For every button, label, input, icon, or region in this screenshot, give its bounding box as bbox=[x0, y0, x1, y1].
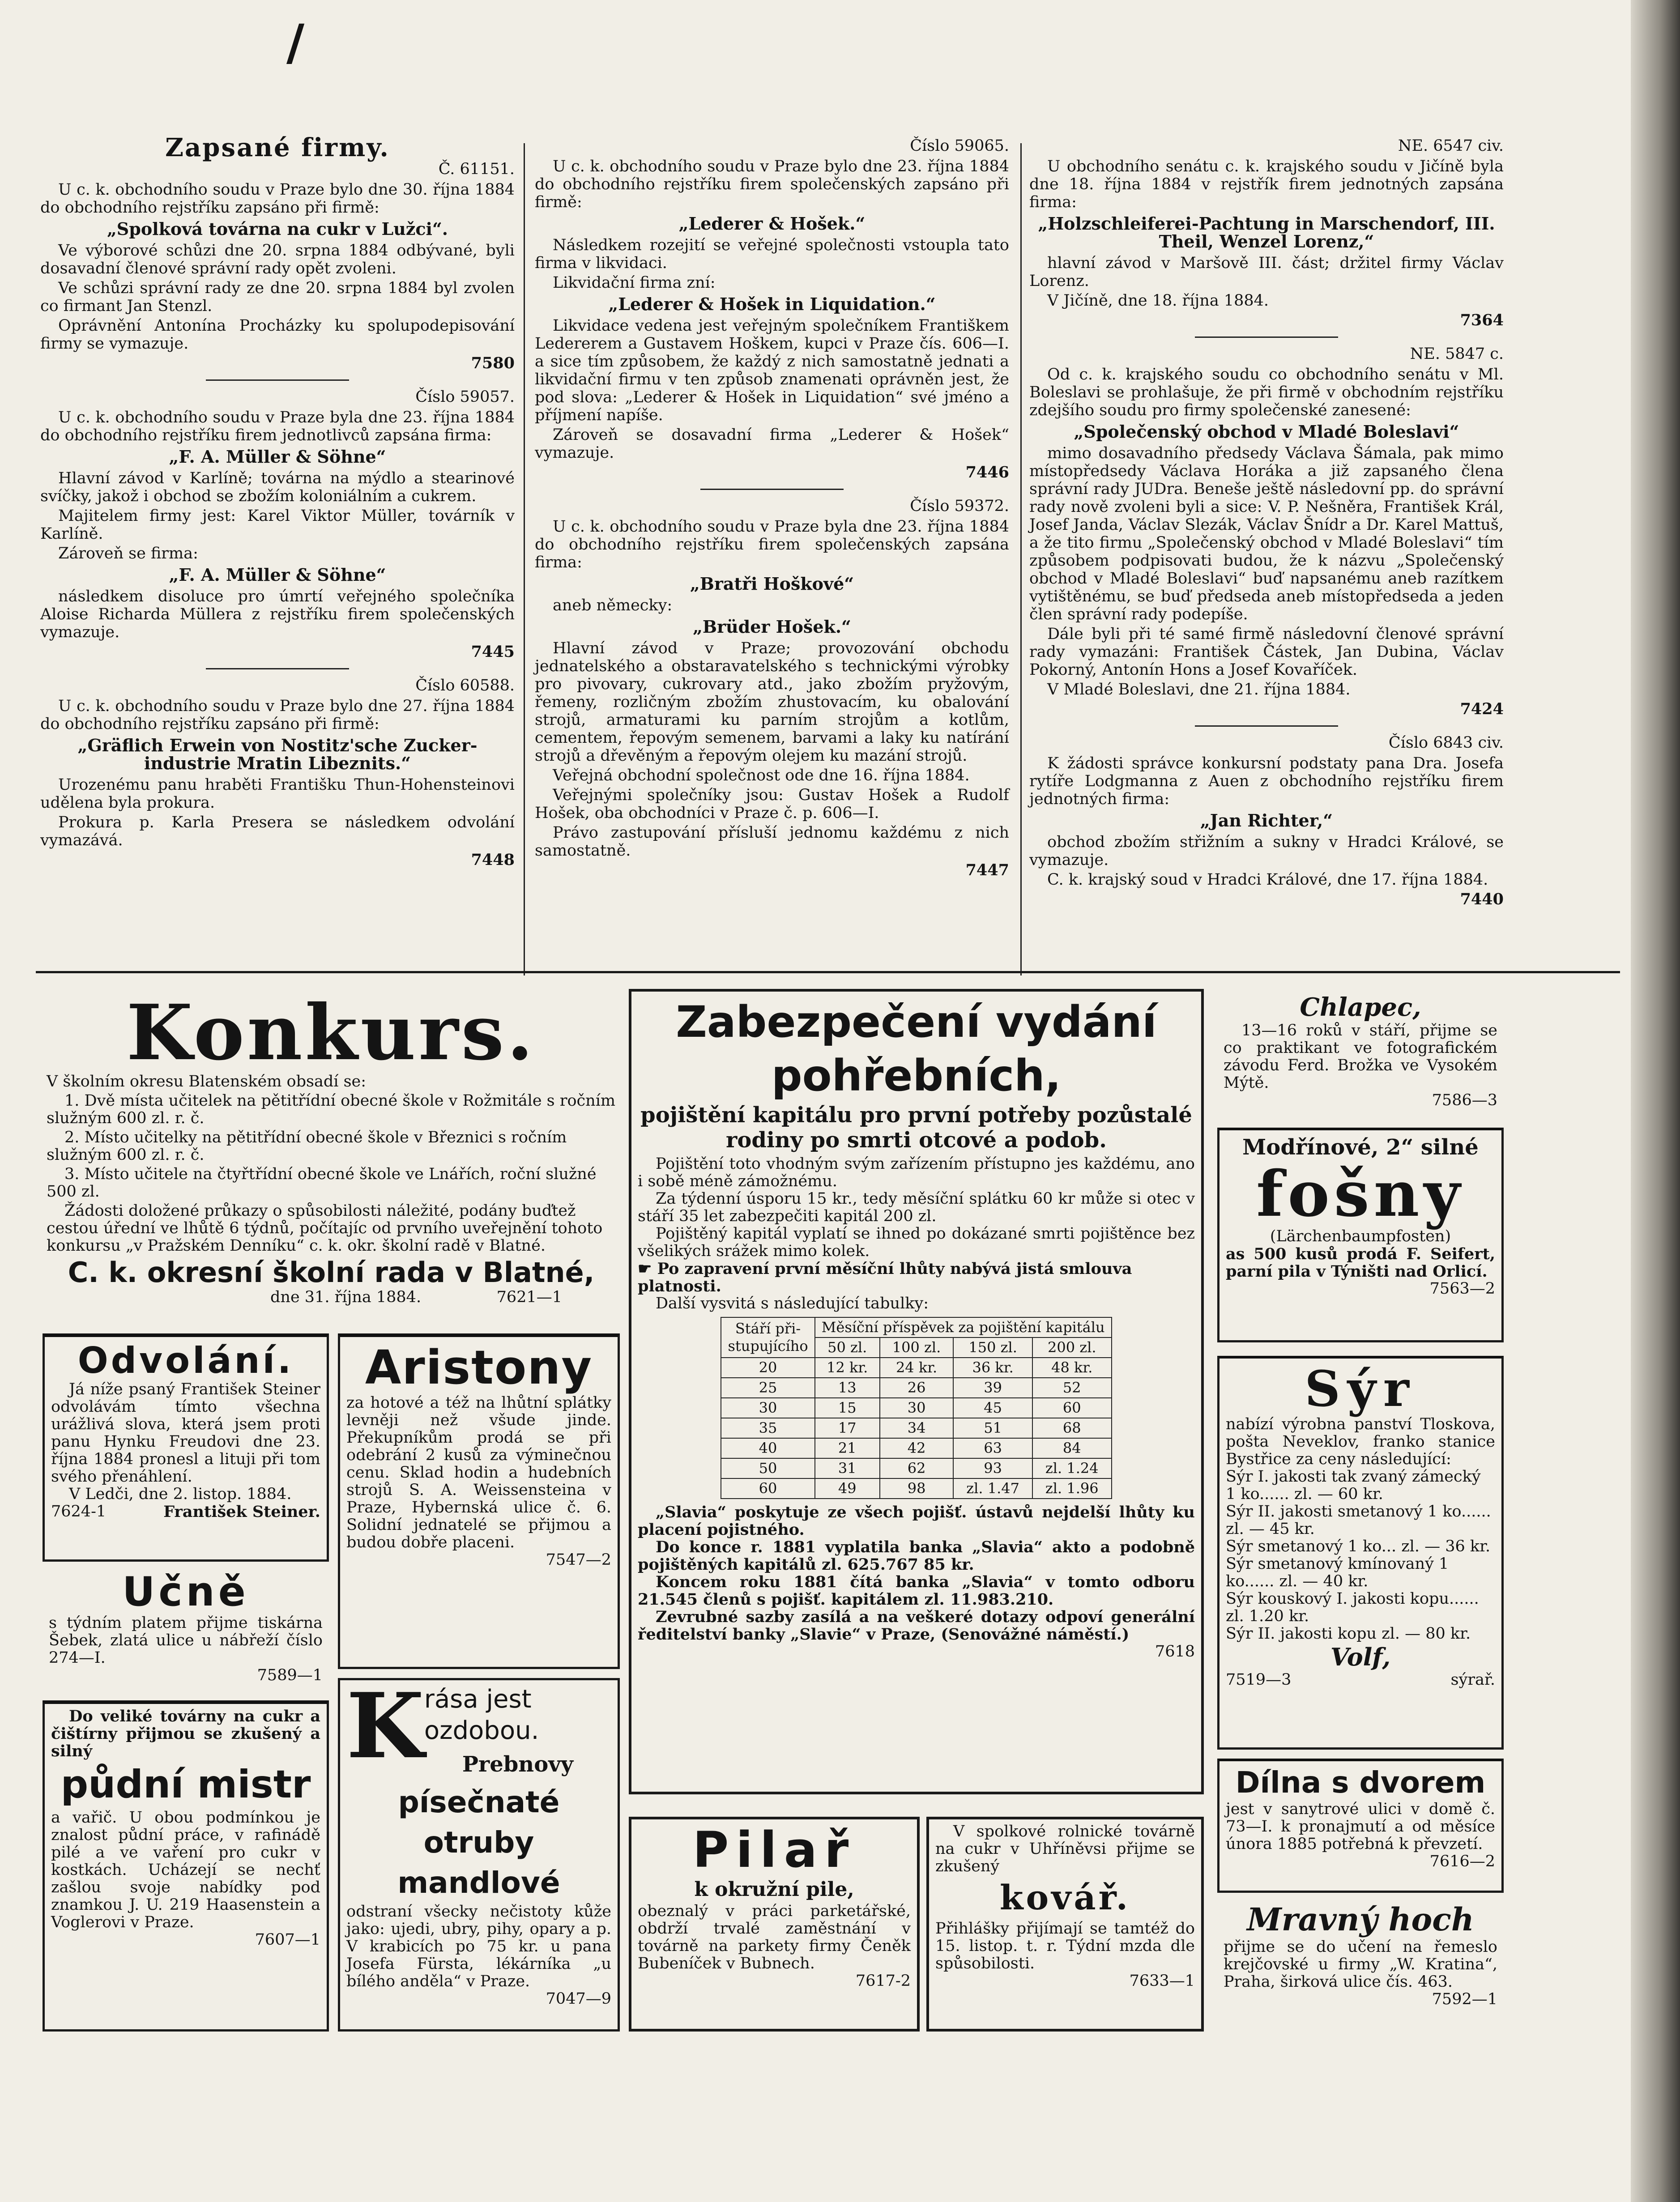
firm-name: „Holzschleiferei-Pachtung in Marschendorf, III. Theil, Wenzel Lorenz,“ bbox=[1038, 213, 1495, 251]
entry-text: U obchodního senátu c. k. krajského soudu v Jičíně byla dne 18. října 1884 v rejstřík firem jednotných zapsána firma: bbox=[1029, 158, 1504, 211]
entry-text: Veřejná obchodní společnost ode dne 16. října 1884. bbox=[553, 767, 970, 784]
list-item: Sýr kouskový I. jakosti kopu...... zl. 1.20 kr. bbox=[1226, 1590, 1479, 1625]
ad-text: 13—16 roků v stáří, přijme se co praktikant ve fotografickém závodu Ferd. Brožka ve Vysokém Mýtě. bbox=[1224, 1022, 1497, 1092]
ad-pudni-mistr bbox=[43, 1700, 329, 2032]
section-rule bbox=[36, 971, 1620, 973]
ad-title: půdní mistr bbox=[60, 1762, 311, 1807]
ad-text: jest v sanytrové ulici v domě č. 73—I. k pronajmutí a od měsíce února 1885 potřebná k převzetí. bbox=[1226, 1800, 1495, 1853]
ad-text: obeznalý v práci parketářské, obdrží trvalé zaměstnání v továrně na parkety firmy Čeněk Bubeníček v Bubnech. bbox=[638, 1902, 911, 1972]
ad-text: Koncem roku 1881 čítá banka „Slavia“ v tomto odboru 21.545 členů s pojišť. kapitálem zl. 11.983.210. bbox=[638, 1573, 1195, 1609]
entry-text: aneb německy: bbox=[553, 596, 673, 614]
ad-code: 7047—9 bbox=[546, 1990, 611, 2008]
ad-header-text bbox=[424, 1684, 611, 1782]
page-edge-shadow bbox=[1631, 0, 1680, 2202]
cell: 24 kr. bbox=[880, 1358, 954, 1378]
entry-code: 7447 bbox=[965, 861, 1009, 879]
table-row bbox=[721, 1478, 1111, 1499]
table-row bbox=[721, 1398, 1111, 1418]
ad-text: Já níže psaný František Steiner odvolávám tímto všechna urážlivá slova, která jsem proti panu Hynku Freudovi dne 23. října 1884 pronesl a lituji při tom svého přenáhlení. bbox=[51, 1380, 320, 1486]
column-header: 150 zl. bbox=[953, 1337, 1032, 1358]
entry-text: Likvidace vedena jest veřejným společníkem Františkem Ledererem a Gustavem Hoškem, kupci v Praze čís. 606—I. a sice tím způsobem, že každý z nich samostatně jednati a likvidační firmu v ten způsob znamenati oprávněn jest, že pod slova: „Lederer & Hošek in Liquidation“ své jméno a příjmení napíše. bbox=[535, 317, 1009, 424]
column-header-group: Měsíční příspěvek za pojištění kapitálu bbox=[815, 1317, 1112, 1337]
ad-ucne bbox=[43, 1566, 329, 1691]
ad-intro: Do veliké továrny na cukr a čištírny přijmou se zkušený a silný bbox=[51, 1707, 320, 1760]
ad-text: Pojištěný kapitál vyplatí se ihned po dokázané smrti pojištěnce bez všelikých srážek mimo kolek. bbox=[638, 1225, 1195, 1260]
ad-code: 7589—1 bbox=[257, 1666, 323, 1684]
entry-text: Hlavní závod v Praze; provozování obchodu jednatelského a obstaravatelského s technickými výrobky pro pivovary, cukrovary atd., jako zbožím pryžovým, řemeny, rozličným zbožím zhustovacím, ku obalování strojů, armaturami ku parním strojům a kotlům, cementem, řepovým semenem, barvami a laky ku natírání strojů a dřevěným a řepovým olejem ku mazání strojů. bbox=[535, 639, 1009, 765]
ad-syr bbox=[1217, 1356, 1504, 1750]
firm-name: „Gräflich Erwein von Nostitz'sche Zucker-industrie Mratin Libeznits.“ bbox=[77, 735, 478, 773]
ad-code: 7616—2 bbox=[1429, 1853, 1495, 1870]
ad-text: Do konce r. 1881 vyplatila banka „Slavia“ akto a podobně pojištěných kapitálů zl. 625.767 85 kr. bbox=[638, 1538, 1195, 1574]
ad-kovar bbox=[926, 1817, 1204, 2032]
ad-text: Další vysvitá s následující tabulky: bbox=[656, 1295, 929, 1312]
pointing-hand-icon: ☛ bbox=[638, 1260, 657, 1278]
ad-title: Aristony bbox=[365, 1340, 593, 1395]
ad-text: 3. Místo učitele na čtyřtřídní obecné škole ve Lnářích, roční služné 500 zl. bbox=[47, 1165, 597, 1201]
ad-text: V školním okresu Blatenském obsadí se: bbox=[47, 1073, 367, 1090]
ad-initial: K bbox=[346, 1678, 424, 1779]
ad-text: Zevrubné sazby zasílá a na veškeré dotazy odpoví generální ředitelství banky „Slavie“ v Praze, (Senovážné náměstí.) bbox=[638, 1608, 1195, 1644]
table-row bbox=[721, 1378, 1111, 1398]
entry-text: Urozenému panu hraběti Františku Thun-Hohensteinovi udělena byla prokura. bbox=[40, 776, 515, 812]
cell: 17 bbox=[815, 1418, 880, 1438]
cell: 39 bbox=[953, 1378, 1032, 1398]
cell: 52 bbox=[1032, 1378, 1112, 1398]
ad-code: 7547—2 bbox=[546, 1551, 611, 1569]
cell: 35 bbox=[721, 1418, 814, 1438]
ad-text: as 500 kusů prodá F. Seifert, parní pila v Týništi nad Orlicí. bbox=[1226, 1245, 1495, 1281]
cell: 68 bbox=[1032, 1418, 1112, 1438]
entry-number: Číslo 59372. bbox=[910, 497, 1009, 515]
table-row bbox=[721, 1418, 1111, 1438]
premium-table bbox=[721, 1317, 1112, 1499]
entry-number: Číslo 59057. bbox=[415, 388, 515, 406]
cell: 31 bbox=[815, 1458, 880, 1478]
entry-text: Hlavní závod v Karlíně; továrna na mýdlo a stearinové svíčky, jakož i obchod se zbožím koloniálním a cukrem. bbox=[40, 469, 515, 505]
cell: 84 bbox=[1032, 1438, 1112, 1458]
entry-text: K žádosti správce konkursní podstaty pana Dra. Josefa rytíře Lodgmanna z Auen z obchodního rejstříku firem jednotných firma: bbox=[1029, 754, 1504, 808]
column-header: 100 zl. bbox=[880, 1337, 954, 1358]
ad-hoch bbox=[1217, 1897, 1504, 2032]
cell: zl. 1.47 bbox=[953, 1478, 1032, 1499]
cell: 98 bbox=[880, 1478, 954, 1499]
entry-text: Majitelem firmy jest: Karel Viktor Müller, továrník v Karlíně. bbox=[40, 507, 515, 543]
ad-code: 7586—3 bbox=[1432, 1091, 1497, 1109]
cell: 40 bbox=[721, 1438, 814, 1458]
entry-text: U c. k. obchodního soudu v Praze bylo dne 30. října 1884 do obchodního rejstříku zapsáno při firmě: bbox=[40, 181, 515, 217]
entry-text: Následkem rozejití se veřejné společnosti vstoupla tato firma v likvidaci. bbox=[535, 236, 1009, 272]
entry-code: 7445 bbox=[471, 643, 515, 661]
entry-number: NE. 6547 civ. bbox=[1398, 137, 1504, 155]
cell: 13 bbox=[815, 1378, 880, 1398]
ad-text: 1. Dvě místa učitelek na pětitřídní obecné škole v Rožmitále s ročním služným 600 zl. r. č. bbox=[47, 1092, 616, 1127]
entry-text: Ve výborové schůzi dne 20. srpna 1884 odbývané, byli dosavadní členové správní rady opět zvoleni. bbox=[40, 242, 515, 277]
entry-text: hlavní závod v Maršově III. část; držitel firmy Václav Lorenz. bbox=[1029, 254, 1504, 290]
ad-text: Pojištění toto vhodným svým zařízením přístupno jes každému, ano i sobě méně zámožnému. bbox=[638, 1155, 1195, 1190]
table-row bbox=[721, 1438, 1111, 1458]
entry-code: 7580 bbox=[471, 354, 515, 372]
column-regional-court bbox=[1029, 134, 1504, 908]
entry-text: Dále byli při té samé firmě následovní členové správní rady vymazáni: František Částek, Jan Dubina, Václav Pokorný, Antonín Hons a Josef Kovaříček. bbox=[1029, 625, 1504, 679]
ad-dilna bbox=[1217, 1759, 1504, 1893]
corner-mark: / bbox=[286, 13, 305, 71]
ad-text: nabízí výrobna panství Tloskova, pošta Neveklov, franko stanice Bystřice za ceny následující: bbox=[1226, 1415, 1495, 1468]
cell: 26 bbox=[880, 1378, 954, 1398]
ad-code: 7621—1 bbox=[496, 1288, 562, 1306]
column-header-age: Stáří při-stupujícího bbox=[721, 1317, 814, 1358]
ad-text: Přihlášky přijímají se tamtéž do 15. listop. t. r. Týdní mzda dle spůsobilosti. bbox=[935, 1920, 1195, 1972]
ad-signature: František Steiner. bbox=[163, 1503, 320, 1521]
firm-name: „Bratři Hoškové“ bbox=[690, 574, 854, 594]
cell: 51 bbox=[953, 1418, 1032, 1438]
section-heading: Zapsané firmy. bbox=[165, 133, 390, 162]
entry-text: U c. k. obchodního soudu v Praze bylo dne 27. října 1884 do obchodního rejstříku zapsáno při firmě: bbox=[40, 697, 515, 733]
entry-text: Veřejnými společníky jsou: Gustav Hošek a Rudolf Hošek, oba obchodníci v Praze č. p. 606—I. bbox=[535, 786, 1009, 822]
column-registered-firms bbox=[40, 134, 515, 869]
ad-chlapec bbox=[1217, 989, 1504, 1123]
firm-name: „Jan Richter,“ bbox=[1200, 810, 1333, 831]
ad-title: Dílna s dvorem bbox=[1235, 1765, 1486, 1800]
ad-fosny bbox=[1217, 1128, 1504, 1342]
list-item: Sýr smetanový kmínovaný 1 ko...... zl. — 40 kr. bbox=[1226, 1555, 1449, 1590]
column-header: 50 zl. bbox=[815, 1337, 880, 1358]
firm-name: „Brüder Hošek.“ bbox=[693, 617, 851, 637]
ad-code: 7617-2 bbox=[855, 1972, 911, 1990]
divider bbox=[700, 489, 844, 490]
ad-text: „Slavia“ poskytuje ze všech pojišť. ústavů nejdelší lhůty ku placení pojistného. bbox=[638, 1503, 1195, 1539]
table-row bbox=[721, 1358, 1111, 1378]
ad-text: odstraní všecky nečistoty kůže jako: ujedi, ubry, pihy, opary a p. V krabicích po 75 kr. u pana Josefa Fürsta, lékárníka „u bílého anděla“ v Praze. bbox=[346, 1903, 611, 1990]
list-item: Sýr I. jakosti tak zvaný zámecký 1 ko...... zl. — 60 kr. bbox=[1226, 1468, 1481, 1503]
table-row bbox=[721, 1458, 1111, 1478]
ad-code: 7633—1 bbox=[1129, 1972, 1195, 1990]
entry-text: C. k. krajský soud v Hradci Králové, dne 17. října 1884. bbox=[1047, 871, 1488, 889]
ad-text: Žádosti doložené průkazy o spůsobilosti náležité, podány buďtež cestou úřední ve lhůtě 6 týdnů, počítajíc od prvního uveřejnění tohoto konkursu „v Pražském Denníku“ c. k. okr. školní radě v Blatné. bbox=[47, 1202, 603, 1255]
ad-line: Prebnovy bbox=[462, 1752, 573, 1777]
divider bbox=[1195, 725, 1338, 727]
firm-name: „Společenský obchod v Mladé Boleslavi“ bbox=[1074, 422, 1459, 442]
ad-title: Konkurs. bbox=[126, 989, 536, 1078]
ad-signature: Volf, bbox=[1330, 1643, 1391, 1671]
entry-text: V Mladé Boleslavi, dne 21. října 1884. bbox=[1047, 681, 1351, 699]
cell: 15 bbox=[815, 1398, 880, 1418]
cell: 50 bbox=[721, 1458, 814, 1478]
entry-number: Č. 61151. bbox=[438, 160, 515, 178]
ad-title: kovář. bbox=[999, 1878, 1131, 1917]
column-rule bbox=[524, 143, 525, 975]
ad-text: 2. Místo učitelky na pětitřídní obecné škole v Březnici s ročním služným 600 zl. r. č. bbox=[47, 1129, 567, 1164]
entry-text: následkem disoluce pro úmrtí veřejného společníka Aloise Richarda Müllera z rejstříku firem společenských vymazuje. bbox=[40, 588, 515, 641]
cell: 12 kr. bbox=[815, 1358, 880, 1378]
ad-krasa bbox=[338, 1678, 620, 2032]
ad-title: Učně bbox=[122, 1568, 249, 1615]
entry-text: obchod zbožím střižním a sukny v Hradci Králové, se vymazuje. bbox=[1029, 833, 1504, 869]
entry-code: 7364 bbox=[1460, 311, 1504, 329]
entry-text: mimo dosavadního předsedy Václava Šámala, pak mimo místopředsedy Václava Horáka a již zapsaného člena správní rady JUDra. Beneše ještě následovní pp. do správní rady nově zvoleni byli a sice: V. P. Nešněra, František Král, Josef Janda, Václav Slezák, Václav Šnídr a Dr. Karel Mattuš, a že tito firmu „Společenský obchod v Mladé Boleslavi“ tím způsobem podpisovati budou, že k názvu „Společenský obchod v Mladé Boleslavi“ buď napsanému aneb razítkem vytištěnému, se buď předseda aneb místopředseda a jeden člen správní rady podepíše. bbox=[1029, 444, 1504, 623]
cell: 30 bbox=[880, 1398, 954, 1418]
cell: zl. 1.96 bbox=[1032, 1478, 1112, 1499]
ad-subtitle: (Lärchenbaumpfosten) bbox=[1270, 1227, 1451, 1245]
column-commercial-register bbox=[535, 134, 1009, 879]
entry-text: V Jičíně, dne 18. října 1884. bbox=[1047, 292, 1269, 310]
ad-footer bbox=[1226, 1671, 1495, 1689]
ad-text: s týdním platem přijme tiskárna Šebek, zlatá ulice u nábřeží číslo 274—I. bbox=[49, 1614, 323, 1667]
column-rule bbox=[1020, 143, 1022, 975]
cell: 48 kr. bbox=[1032, 1358, 1112, 1378]
ad-code: 7607—1 bbox=[255, 1931, 320, 1949]
ad-intro: V spolkové rolnické továrně na cukr v Uhříněvsi přijme se zkušený bbox=[935, 1823, 1195, 1875]
ad-subtitle: pojištění kapitálu pro první potřeby pozůstalé rodiny po smrti otcové a podob. bbox=[640, 1103, 1192, 1153]
cell: 25 bbox=[721, 1378, 814, 1398]
list-item: Sýr smetanový 1 ko... zl. — 36 kr. bbox=[1226, 1538, 1491, 1555]
entry-text: U c. k. obchodního soudu v Praze bylo dne 23. října 1884 do obchodního rejstříku firem společenských zapsáno při firmě: bbox=[535, 158, 1009, 211]
entry-text: Právo zastupování přísluší jednomu každému z nich samostatně. bbox=[535, 824, 1009, 860]
ad-title: Chlapec, bbox=[1300, 992, 1421, 1022]
ad-date: V Ledči, dne 2. listop. 1884. bbox=[69, 1485, 292, 1503]
divider bbox=[1195, 336, 1338, 338]
ad-pilar bbox=[629, 1817, 920, 2032]
ad-text: a vařič. U obou podmínkou je znalost půdní práce, v rafinádě pilé a ve vaření pro cukr v kostkách. Ucházejí se nechť zašlou svoje nabídky pod znamkou J. U. 219 Haasenstein a Voglerovi v Praze. bbox=[51, 1809, 320, 1931]
cell: 60 bbox=[1032, 1398, 1112, 1418]
ad-footer bbox=[51, 1503, 320, 1521]
cell: 45 bbox=[953, 1398, 1032, 1418]
entry-text: Zároveň se dosavadní firma „Lederer & Hošek“ vymazuje. bbox=[535, 426, 1009, 462]
ad-line: rása jest ozdobou. bbox=[424, 1685, 539, 1745]
entry-text: Ve schůzi správní rady ze dne 20. srpna 1884 byl zvolen co firmant Jan Stenzl. bbox=[40, 279, 515, 315]
entry-number: Číslo 59065. bbox=[910, 137, 1009, 155]
entry-text: Prokura p. Karla Presera se následkem odvolání vymazává. bbox=[40, 814, 515, 849]
entry-code: 7446 bbox=[965, 463, 1009, 481]
ad-title: Sýr bbox=[1305, 1360, 1416, 1418]
price-list bbox=[1226, 1468, 1495, 1643]
entry-code: 7424 bbox=[1460, 700, 1504, 718]
entry-text: Oprávnění Antonína Procházky ku spolupodepisování firmy se vymazuje. bbox=[40, 317, 515, 353]
cell: 20 bbox=[721, 1358, 814, 1378]
firm-name: „Lederer & Hošek.“ bbox=[678, 213, 866, 234]
cell: 21 bbox=[815, 1438, 880, 1458]
ad-title: fošny bbox=[1256, 1158, 1465, 1231]
ad-text: za hotové a též na lhůtní splátky levněji než všude jinde. Překupníkům prodá se při odebrání 2 kusů za výminečnou cenu. Sklad hodin a hudebních strojů S. A. Weissensteina v Praze, Hybernská ulice č. 6. Solidní jednatelé se přijmou a budou dobře placeni. bbox=[346, 1394, 611, 1551]
divider bbox=[206, 379, 349, 381]
list-item: Sýr II. jakosti smetanový 1 ko...... zl. — 45 kr. bbox=[1226, 1503, 1491, 1538]
entry-text: U c. k. obchodního soudu v Praze byla dne 23. října 1884 do obchodního rejstříku firem společenských zapsána firma: bbox=[535, 518, 1009, 571]
cell: zl. 1.24 bbox=[1032, 1458, 1112, 1478]
ad-code: 7563—2 bbox=[1429, 1280, 1495, 1298]
entry-number: NE. 5847 c. bbox=[1410, 345, 1504, 363]
ad-text: Za týdenní úsporu 15 kr., tedy měsíční splátku 60 kr může si otec v stáří 35 let zabezpečiti kapitál 200 zl. bbox=[638, 1190, 1195, 1225]
table-header-row bbox=[721, 1317, 1111, 1337]
entry-number: Číslo 6843 civ. bbox=[1388, 734, 1504, 752]
ad-code: 7519—3 bbox=[1226, 1671, 1292, 1689]
cell: 62 bbox=[880, 1458, 954, 1478]
firm-name: „F. A. Müller & Söhne“ bbox=[169, 447, 386, 467]
ad-slavia bbox=[629, 989, 1204, 1794]
ad-code: 7592—1 bbox=[1432, 1990, 1497, 2008]
cell: 49 bbox=[815, 1478, 880, 1499]
entry-text: Likvidační firma zní: bbox=[553, 274, 716, 292]
ad-text-inner: Po zapravení první měsíční lhůty nabývá jistá smlouva platnosti. bbox=[638, 1260, 1132, 1295]
firm-name: „Lederer & Hošek in Liquidation.“ bbox=[608, 294, 936, 314]
cell: 93 bbox=[953, 1458, 1032, 1478]
ad-role: sýrař. bbox=[1450, 1671, 1495, 1689]
ad-title: Odvolání. bbox=[77, 1340, 294, 1381]
ad-top: Modřínové, 2“ silné bbox=[1242, 1135, 1479, 1160]
ad-subtitle: k okružní pile, bbox=[694, 1878, 854, 1901]
firm-name: „Spolková továrna na cukr v Lužci“. bbox=[107, 219, 448, 239]
entry-code: 7440 bbox=[1460, 890, 1504, 908]
ad-title: mandlové bbox=[397, 1866, 560, 1900]
cell: 34 bbox=[880, 1418, 954, 1438]
entry-number: Číslo 60588. bbox=[415, 677, 515, 694]
ad-footer bbox=[47, 1289, 616, 1306]
ad-aristony bbox=[338, 1333, 620, 1669]
entry-text: Zároveň se firma: bbox=[58, 545, 198, 562]
ad-title: Pilař bbox=[692, 1821, 856, 1878]
ad-odvolani bbox=[43, 1333, 329, 1562]
entry-text: Od c. k. krajského soudu co obchodního senátu v Ml. Boleslavi se prohlašuje, že při firmě v obchodním rejstříku zdejšího soudu pro firmy společenské zanesené: bbox=[1029, 366, 1504, 419]
cell: 63 bbox=[953, 1438, 1032, 1458]
ad-signature: C. k. okresní školní rada v Blatné, bbox=[68, 1256, 595, 1289]
ad-header bbox=[346, 1678, 611, 1782]
ad-konkurs bbox=[40, 989, 622, 1316]
cell: 42 bbox=[880, 1438, 954, 1458]
divider bbox=[206, 668, 349, 669]
column-header: 200 zl. bbox=[1032, 1337, 1112, 1358]
ad-text: přijme se do učení na řemeslo krejčovské u firmy „W. Kratina“, Praha, širková ulice čís. 463. bbox=[1224, 1938, 1497, 1991]
ad-text bbox=[638, 1260, 1195, 1295]
ad-title: Zabezpečení vydání pohřebních, bbox=[676, 997, 1157, 1101]
ad-title: písečnaté otruby bbox=[398, 1785, 560, 1860]
entry-text: U c. k. obchodního soudu v Praze byla dne 23. října 1884 do obchodního rejstříku firem jednotlivců zapsána firma: bbox=[40, 409, 515, 444]
cell: 36 kr. bbox=[953, 1358, 1032, 1378]
ad-code: 7624-1 bbox=[51, 1503, 107, 1521]
list-item: Sýr II. jakosti kopu zl. — 80 kr. bbox=[1226, 1625, 1471, 1643]
ad-code: 7618 bbox=[1155, 1643, 1195, 1661]
ad-title: Mravný hoch bbox=[1247, 1901, 1474, 1938]
firm-name: „F. A. Müller & Söhne“ bbox=[169, 565, 386, 585]
ad-date: dne 31. října 1884. bbox=[270, 1288, 422, 1306]
entry-code: 7448 bbox=[471, 851, 515, 869]
cell: 60 bbox=[721, 1478, 814, 1499]
cell: 30 bbox=[721, 1398, 814, 1418]
